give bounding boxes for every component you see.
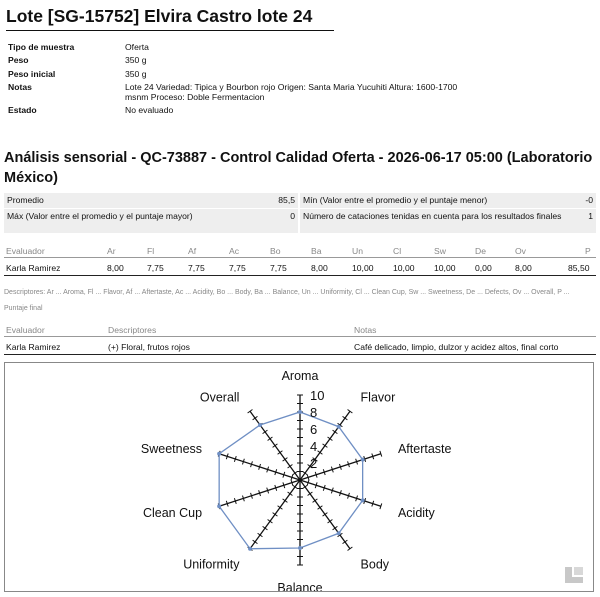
brand-logo-icon — [563, 565, 585, 585]
score-fl: 7,75 — [147, 263, 164, 273]
initial-weight-value: 350 g — [125, 69, 147, 79]
stat-max-value: 0 — [290, 211, 295, 221]
radar-point — [337, 531, 341, 535]
score-af: 7,75 — [188, 263, 205, 273]
score-sw: 10,00 — [434, 263, 456, 273]
radar-point — [337, 425, 341, 429]
stat-average — [4, 193, 298, 208]
col-ov: Ov — [515, 246, 526, 256]
page-title: Lote [SG-15752] Elvira Castro lote 24 — [6, 6, 334, 31]
radar-category-label: Acidity — [397, 505, 435, 520]
stat-average-value: 85,5 — [278, 195, 295, 205]
radar-category-label: Clean Cup — [142, 505, 203, 520]
radar-point — [217, 452, 221, 456]
score-un: 10,00 — [352, 263, 374, 273]
col-evaluator: Evaluador — [6, 246, 45, 256]
analysis-title: Análisis sensorial - QC-73887 - Control Calidad Oferta - 2026-06-17 05:00 (Laboratorio México) — [4, 150, 593, 186]
desc-evaluator: Karla Ramirez — [6, 342, 61, 352]
radar-tick-label: 2 — [310, 456, 318, 471]
desc-col-descriptors: Descriptores — [108, 325, 157, 335]
col-de: De — [475, 246, 486, 256]
col-ar: Ar — [107, 246, 116, 256]
desc-col-notes: Notas — [354, 325, 377, 335]
score-p: 85,50 — [568, 263, 590, 273]
col-cl: Cl — [393, 246, 402, 256]
desc-col-evaluator: Evaluador — [6, 325, 45, 335]
col-fl: Fl — [147, 246, 155, 256]
radar-category-label: Sweetness — [140, 442, 203, 457]
col-ac: Ac — [229, 246, 240, 256]
radar-tick-label: 8 — [310, 405, 318, 420]
score-ba: 8,00 — [311, 263, 328, 273]
notes-label: Notas — [8, 82, 32, 92]
radar-tick-label: 6 — [310, 422, 318, 437]
notes-value: Lote 24 Variedad: Tipica y Bourbon rojo Origen: Santa Maria Yucuhiti Altura: 1600-1700 msnm Proceso: Doble Fermentacion — [125, 82, 458, 102]
stat-count-value: 1 — [588, 211, 593, 221]
scores-header-rule — [4, 257, 596, 258]
col-bo: Bo — [270, 246, 281, 256]
score-bo: 7,75 — [270, 263, 287, 273]
radar-point — [217, 504, 221, 508]
col-sw: Sw — [434, 246, 446, 256]
radar-category-label: Uniformity — [183, 557, 240, 572]
radar-tick-label: 4 — [310, 439, 318, 454]
radar-tick-label: 10 — [310, 388, 325, 403]
radar-category-label: Overall — [199, 390, 240, 405]
score-ov: 8,00 — [515, 263, 532, 273]
col-af: Af — [188, 246, 197, 256]
weight-label: Peso — [8, 55, 29, 65]
radar-point — [248, 547, 252, 551]
desc-descriptors: (+) Floral, frutos rojos — [108, 342, 190, 352]
score-ar: 8,00 — [107, 263, 124, 273]
stat-count-label: Número de cataciones tenidas en cuenta para los resultados finales — [303, 211, 562, 221]
abbreviation-legend: Descriptores: Ar ... Aroma, Fl ... Flavor, Af ... Aftertaste, Ac ... Acidity, Bo ... Body, Ba ... Balance, Un ... Uniformity, Cl ... Clean Cup, Sw ... Sweetness, De ... Defects, Ov ... Overall, P ... Puntaje final — [4, 289, 570, 312]
radar-point — [298, 410, 302, 414]
score-ac: 7,75 — [229, 263, 246, 273]
col-p: P — [585, 246, 591, 256]
radar-chart — [5, 363, 593, 591]
stat-count — [300, 209, 596, 233]
score-evaluator: Karla Ramirez — [6, 263, 61, 273]
scores-bottom-rule — [4, 275, 596, 276]
col-un: Un — [352, 246, 363, 256]
stat-min-label: Mín (Valor entre el promedio y el puntaje menor) — [303, 195, 488, 205]
initial-weight-label: Peso inicial — [8, 69, 56, 79]
radar-chart-frame — [4, 362, 594, 592]
sample-type-value: Oferta — [125, 42, 149, 52]
radar-category-label: Balance — [277, 581, 323, 591]
weight-value: 350 g — [125, 55, 147, 65]
sample-type-label: Tipo de muestra — [8, 42, 75, 52]
radar-category-label: Flavor — [360, 390, 396, 405]
stat-min-value: -0 — [585, 195, 593, 205]
radar-category-label: Body — [360, 557, 390, 572]
col-ba: Ba — [311, 246, 322, 256]
stat-average-label: Promedio — [7, 195, 44, 205]
radar-point — [298, 546, 302, 550]
radar-category-label: Aroma — [281, 369, 319, 383]
score-cl: 10,00 — [393, 263, 415, 273]
status-value: No evaluado — [125, 105, 174, 115]
descriptors-bottom-rule — [4, 354, 596, 355]
stat-min — [300, 193, 596, 208]
score-de: 0,00 — [475, 263, 492, 273]
radar-point — [361, 458, 365, 462]
stat-max — [4, 209, 298, 233]
stat-max-label: Máx (Valor entre el promedio y el puntaje mayor) — [7, 211, 193, 221]
radar-category-label: Aftertaste — [397, 442, 452, 457]
status-label: Estado — [8, 105, 37, 115]
desc-notes: Café delicado, limpio, dulzor y acidez altos, final corto — [354, 342, 559, 352]
radar-point — [258, 423, 262, 427]
descriptors-header-rule — [4, 336, 596, 337]
radar-point — [361, 498, 365, 502]
